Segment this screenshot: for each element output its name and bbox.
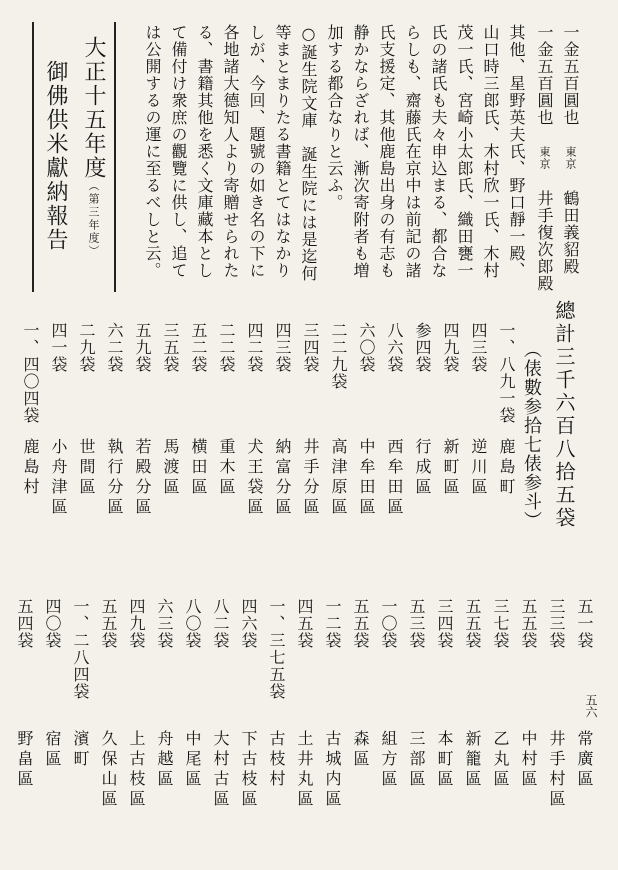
entry-place: 鹿島町 — [497, 438, 516, 498]
entry-place: 土井丸區 — [295, 730, 314, 810]
total-line: 總計三千六百八拾五袋 — [552, 300, 576, 530]
entry-place: 常廣區 — [575, 730, 594, 790]
donation-place: 東京 — [538, 146, 551, 170]
paragraph-line: て備付け衆庶の觀覽に供し、追て — [169, 24, 188, 279]
entry-bags: 一、四〇四袋 — [21, 322, 40, 424]
entry-place: 馬渡區 — [161, 438, 180, 498]
title-rule-left — [32, 22, 34, 292]
entry-place: 三部區 — [407, 730, 426, 790]
entry-bags: 五五袋 — [99, 598, 118, 649]
entry-bags: 五五袋 — [351, 598, 370, 649]
entry-bags: 八六袋 — [385, 322, 404, 373]
entry-place: 西牟田區 — [385, 438, 404, 518]
entry-place: 乙丸區 — [491, 730, 510, 790]
entry-place: 小舟津區 — [49, 438, 68, 518]
entry-bags: 四九袋 — [441, 322, 460, 373]
entry-bags: 六三袋 — [155, 598, 174, 649]
entry-bags: 四五袋 — [295, 598, 314, 649]
entry-bags: 四三袋 — [273, 322, 292, 373]
entry-place: 犬王袋區 — [245, 438, 264, 518]
entry-bags: 四三袋 — [469, 322, 488, 373]
entry-place: 組方區 — [379, 730, 398, 790]
donation-1 — [562, 24, 578, 294]
entry-place: 上古枝區 — [127, 730, 146, 810]
paragraph-line: らしも、齋藤氏在京中は前記の諸 — [403, 24, 422, 279]
paragraph-line: る、書籍其他を悉く文庫藏本とし — [195, 24, 214, 279]
entry-place: 宿區 — [43, 730, 62, 770]
total-note: （俵數参拾七俵参斗） — [521, 340, 542, 530]
entry-place: 横田區 — [189, 438, 208, 498]
entry-bags: 六〇袋 — [357, 322, 376, 373]
entry-bags: 一二袋 — [323, 598, 342, 649]
entry-place: 行成區 — [413, 438, 432, 498]
entry-place: 若殿分區 — [133, 438, 152, 518]
entry-place: 森區 — [351, 730, 370, 770]
entry-bags: 一、二八四袋 — [71, 598, 90, 700]
entry-bags: 五二袋 — [189, 322, 208, 373]
entry-place: 高津原區 — [329, 438, 348, 518]
entry-bags: 参四袋 — [413, 322, 432, 373]
entry-place: 世間區 — [77, 438, 96, 498]
entry-place: 重木區 — [217, 438, 236, 498]
entry-place: 新町區 — [441, 438, 460, 498]
entry-bags: 三四袋 — [435, 598, 454, 649]
entry-place: 濱町 — [71, 730, 90, 770]
entry-place: 本町區 — [435, 730, 454, 790]
entry-bags: 八二袋 — [211, 598, 230, 649]
donation-name: 鶴田義貂殿 — [561, 190, 580, 275]
report-title-note: （第三年度） — [87, 180, 100, 258]
entry-bags: 五四袋 — [15, 598, 34, 649]
donation-amount: 一金五百圓也 — [535, 24, 554, 126]
entry-place: 大村古區 — [211, 730, 230, 810]
title-rule-right — [114, 22, 116, 292]
entry-place: 井手分區 — [301, 438, 320, 518]
entry-place: 野畠區 — [15, 730, 34, 790]
entry-place: 新籠區 — [463, 730, 482, 790]
entry-bags: 五三袋 — [407, 598, 426, 649]
entry-bags: 五一袋 — [575, 598, 594, 649]
paragraph-line: 加する都合なりと云ふ。 — [325, 24, 344, 211]
entry-bags: 一、三七五袋 — [267, 598, 286, 700]
paragraph-line: は公開するの運に至るべしと云。 — [143, 24, 162, 279]
entry-place: 古城内區 — [323, 730, 342, 810]
entry-bags: 四〇袋 — [43, 598, 62, 649]
entry-place: 井手村區 — [547, 730, 566, 810]
page-number: 五六 — [584, 694, 598, 718]
entry-bags: 四六袋 — [239, 598, 258, 649]
entry-bags: 四九袋 — [127, 598, 146, 649]
paragraph-line: 各地諸大德知人より寄贈せられた — [221, 24, 240, 279]
names-line-2: 山口時三郎氏、木村欣一氏、木村 — [481, 24, 500, 279]
entry-bags: 一、八九一袋 — [497, 322, 516, 424]
names-line-1: 其他、星野英夫氏、野口靜一殿、 — [507, 24, 526, 279]
paragraph-line: 氏支援定、其他鹿島出身の有志も — [377, 24, 396, 279]
entry-place: 中村區 — [519, 730, 538, 790]
paragraph-line: ○誕生院文庫 誕生院には是迄何 — [299, 24, 318, 282]
entry-place: 舟越區 — [155, 730, 174, 790]
entry-place: 鹿島村 — [21, 438, 40, 498]
entry-bags: 三五袋 — [161, 322, 180, 373]
donation-amount: 一金五百圓也 — [561, 24, 580, 126]
entry-place: 執行分區 — [105, 438, 124, 518]
names-line-4: 氏の諸氏も夫々申込まる、都合な — [429, 24, 448, 279]
entry-bags: 五五袋 — [463, 598, 482, 649]
entry-place: 久保山區 — [99, 730, 118, 810]
entry-bags: 六二袋 — [105, 322, 124, 373]
names-line-3: 茂一氏、宮崎小太郎氏、織田甕一 — [455, 24, 474, 279]
entry-bags: 二九袋 — [77, 322, 96, 373]
entry-place: 古枝村 — [267, 730, 286, 790]
paragraph-line: しが、今回、題號の如き名の下に — [247, 24, 266, 279]
donation-2 — [536, 24, 552, 294]
report-title-text: 大正十五年度 — [81, 36, 106, 180]
entry-bags: 三七袋 — [491, 598, 510, 649]
entry-place: 中牟田區 — [357, 438, 376, 518]
entry-place: 逆川區 — [469, 438, 488, 498]
paragraph-line: 等まとまりたる書籍とてはなかり — [273, 24, 292, 279]
report-title — [82, 36, 104, 258]
entry-place: 納富分區 — [273, 438, 292, 518]
entry-bags: 八〇袋 — [183, 598, 202, 649]
paragraph-line: 静かならざれば、漸次寄附者も増 — [351, 24, 370, 279]
donation-name: 井手復次郎殿 — [535, 190, 554, 292]
entry-bags: 四二袋 — [245, 322, 264, 373]
entry-bags: 二二九袋 — [329, 322, 348, 390]
entry-bags: 五九袋 — [133, 322, 152, 373]
entry-bags: 五五袋 — [519, 598, 538, 649]
entry-bags: 三三袋 — [547, 598, 566, 649]
report-subtitle: 御佛供米獻納報告 — [43, 60, 68, 252]
entry-bags: 四一袋 — [49, 322, 68, 373]
entry-bags: 二二袋 — [217, 322, 236, 373]
entry-bags: 一〇袋 — [379, 598, 398, 649]
entry-bags: 三四袋 — [301, 322, 320, 373]
entry-place: 下古枝區 — [239, 730, 258, 810]
entry-place: 中尾區 — [183, 730, 202, 790]
donation-place: 東京 — [564, 146, 577, 170]
